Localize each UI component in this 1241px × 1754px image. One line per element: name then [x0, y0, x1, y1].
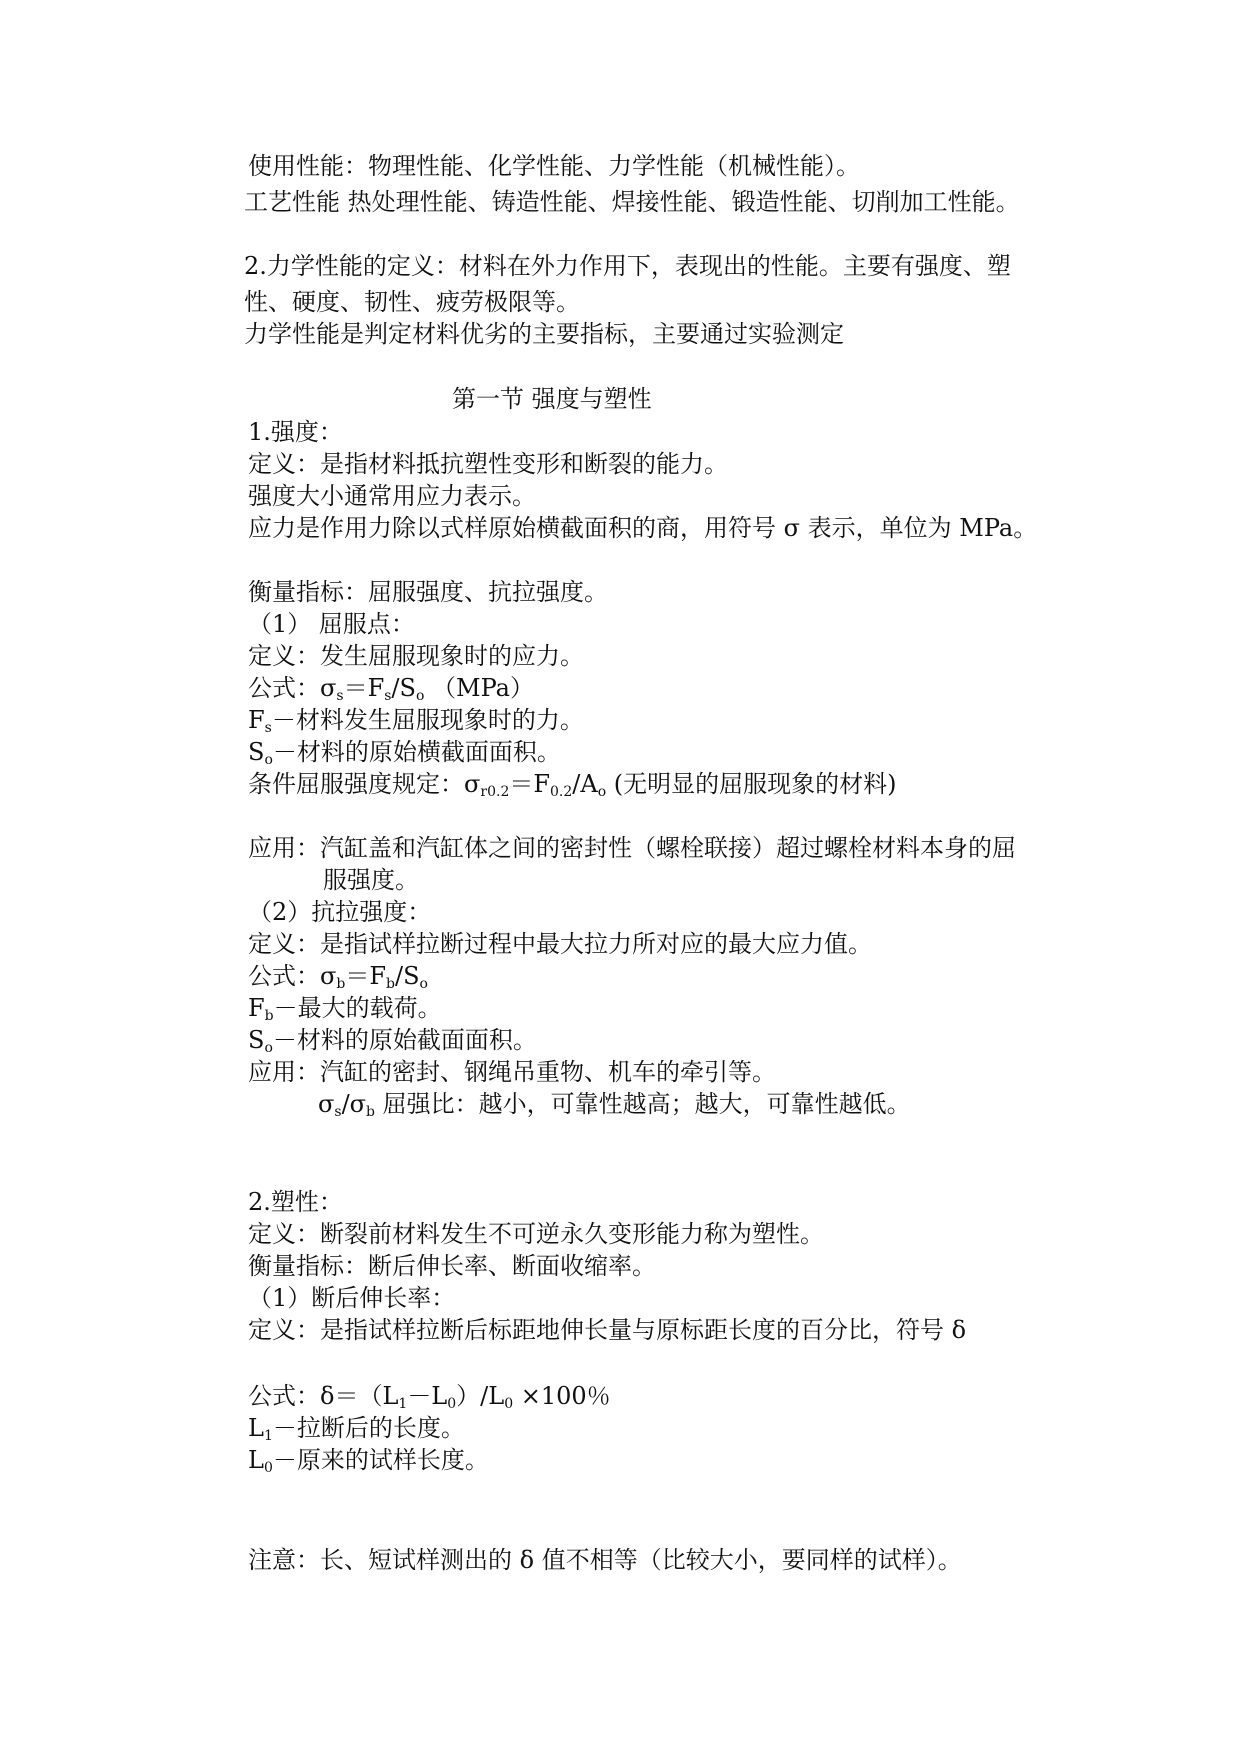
yield-application-line-2: 服强度。 — [323, 866, 419, 894]
conditional-yield-formula: 条件屈服强度规定：$\sigma_{r0.2}=F_{0.2}/A_o$ (无明显的屈服现象的材料) — [248, 770, 897, 800]
elongation-heading: （1）断后伸长率： — [248, 1284, 456, 1312]
tensile-formula: 公式：$\sigma_b=F_b/S_o$ — [248, 962, 428, 992]
use-properties-line: 使用性能：物理性能、化学性能、力学性能（机械性能）。 — [248, 152, 860, 180]
yield-heading: （1） 屈服点： — [248, 610, 415, 638]
tensile-application: 应用：汽缸的密封、钢绳吊重物、机车的牵引等。 — [248, 1058, 776, 1086]
strength-metrics: 衡量指标：屈服强度、抗拉强度。 — [248, 578, 608, 606]
fs-legend: $F_s-$材料发生屈服现象时的力。 — [248, 706, 584, 736]
tensile-heading: （2）抗拉强度： — [248, 898, 432, 926]
strength-definition: 定义：是指材料抵抗塑性变形和断裂的能力。 — [248, 450, 728, 478]
strength-expressed: 强度大小通常用应力表示。 — [248, 482, 536, 510]
mech-definition-line-2: 性、硬度、韧性、疲劳极限等。 — [244, 288, 580, 316]
yield-application-line-1: 应用：汽缸盖和汽缸体之间的密封性（螺栓联接）超过螺栓材料本身的屈 — [248, 834, 1016, 862]
fb-legend: $F_b-$最大的载荷。 — [248, 994, 442, 1024]
so-legend: $S_o-$材料的原始横截面面积。 — [248, 738, 561, 768]
yield-definition: 定义：发生屈服现象时的应力。 — [248, 642, 584, 670]
mech-importance-line: 力学性能是判定材料优劣的主要指标，主要通过实验测定 — [244, 320, 844, 348]
plasticity-heading: 2.塑性： — [248, 1188, 343, 1216]
note-line: 注意：长、短试样测出的 δ 值不相等（比较大小，要同样的试样）。 — [248, 1546, 962, 1574]
yield-formula: 公式：$\sigma_s=F_s/S_o$ （MPa） — [248, 674, 534, 704]
elongation-definition: 定义：是指试样拉断后标距地伸长量与原标距长度的百分比，符号 δ — [248, 1316, 967, 1344]
tensile-definition: 定义：是指试样拉断过程中最大拉力所对应的最大应力值。 — [248, 930, 872, 958]
strength-heading: 1.强度： — [248, 418, 343, 446]
plasticity-definition: 定义：断裂前材料发生不可逆永久变形能力称为塑性。 — [248, 1220, 824, 1248]
mech-definition-line-1: 2.力学性能的定义：材料在外力作用下，表现出的性能。主要有强度、塑 — [244, 252, 1011, 280]
so-tensile-legend: $S_o-$材料的原始截面面积。 — [248, 1026, 537, 1056]
l0-legend: $L_0-$原来的试样长度。 — [248, 1446, 489, 1476]
elongation-formula: 公式：$\delta=(L_1-L_0)/L_0 \times 100$％ — [248, 1382, 611, 1412]
plasticity-metrics: 衡量指标：断后伸长率、断面收缩率。 — [248, 1252, 656, 1280]
yield-ratio-line: $\sigma_s/\sigma_b$ 屈强比：越小，可靠性越高；越大，可靠性越低。 — [318, 1090, 911, 1120]
section-title: 第一节 强度与塑性 — [452, 385, 652, 413]
process-properties-line: 工艺性能 热处理性能、铸造性能、焊接性能、锻造性能、切削加工性能。 — [244, 188, 1020, 216]
l1-legend: $L_1-$拉断后的长度。 — [248, 1414, 465, 1444]
stress-definition: 应力是作用力除以式样原始横截面积的商，用符号 σ 表示，单位为 MPa。 — [248, 514, 1038, 542]
